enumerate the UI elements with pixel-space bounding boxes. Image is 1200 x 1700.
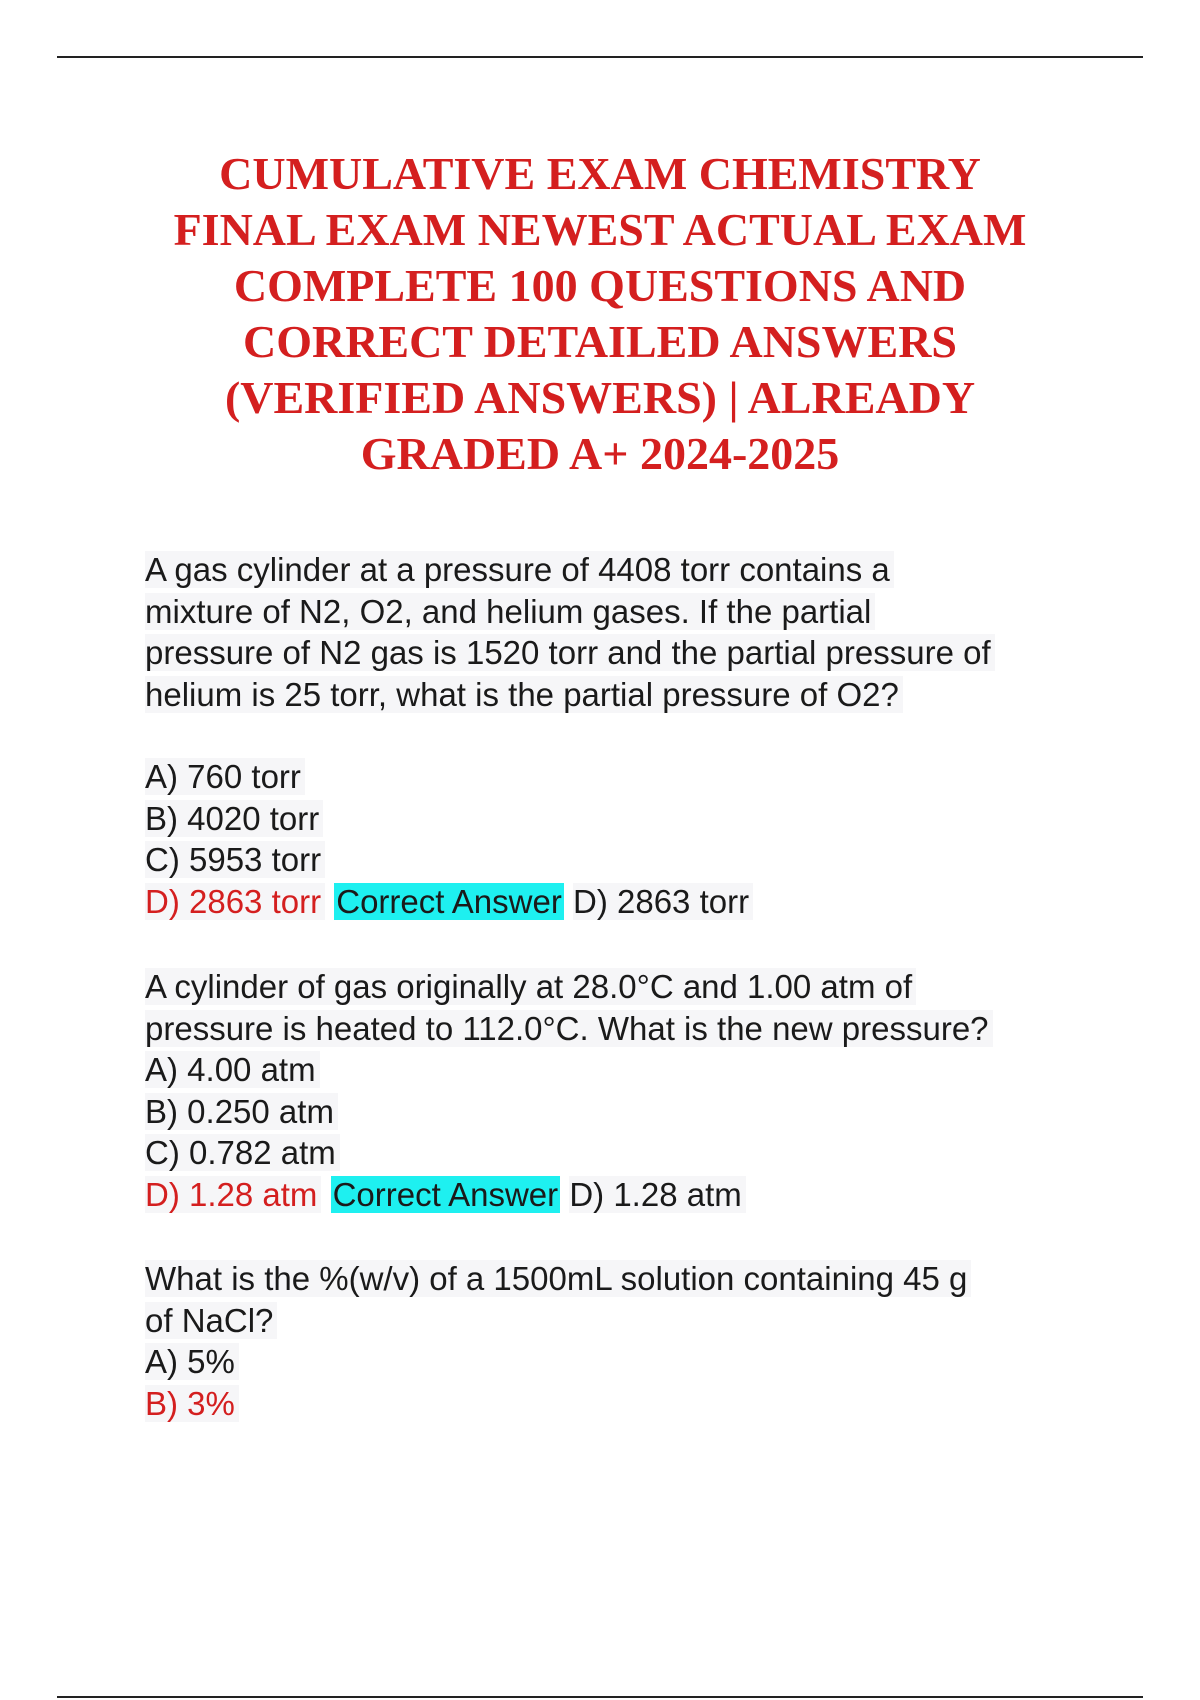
question-text-line: What is the %(w/v) of a 1500mL solution containing 45 g xyxy=(145,1260,971,1297)
title-line: FINAL EXAM NEWEST ACTUAL EXAM xyxy=(173,204,1027,255)
title-line: CUMULATIVE EXAM CHEMISTRY xyxy=(219,148,981,199)
question-3 xyxy=(145,1258,1080,1424)
answer-text: D) 2863 torr xyxy=(573,883,753,920)
title-line: (VERIFIED ANSWERS) | ALREADY xyxy=(224,372,976,423)
answer-option: B) 4020 torr xyxy=(145,800,323,837)
question-1 xyxy=(145,549,1080,922)
correct-answer-label: Correct Answer xyxy=(336,882,562,920)
correct-answer-line xyxy=(145,881,1080,923)
title-line: CORRECT DETAILED ANSWERS xyxy=(242,316,958,367)
question-text-line: A gas cylinder at a pressure of 4408 torr contains a xyxy=(145,551,894,588)
question-text-line: helium is 25 torr, what is the partial pressure of O2? xyxy=(145,676,903,713)
answer-option: B) 0.250 atm xyxy=(145,1093,338,1130)
answer-option: C) 0.782 atm xyxy=(145,1134,340,1171)
document-title xyxy=(100,146,1100,482)
correct-answer-line xyxy=(145,1174,1080,1216)
answer-option: A) 4.00 atm xyxy=(145,1051,320,1088)
correct-option: B) 3% xyxy=(145,1385,239,1422)
question-text-line: mixture of N2, O2, and helium gases. If the partial xyxy=(145,593,875,630)
answer-option: A) 5% xyxy=(145,1343,239,1380)
question-text-line: pressure is heated to 112.0°C. What is the new pressure? xyxy=(145,1010,993,1047)
title-line: GRADED A+ 2024-2025 xyxy=(360,428,840,479)
answer-option: A) 760 torr xyxy=(145,758,305,795)
correct-option: D) 2863 torr xyxy=(145,883,325,920)
question-text-line: pressure of N2 gas is 1520 torr and the partial pressure of xyxy=(145,634,995,671)
top-rule xyxy=(57,56,1143,58)
bottom-rule xyxy=(57,1696,1143,1698)
correct-option: D) 1.28 atm xyxy=(145,1176,321,1213)
question-text-line: A cylinder of gas originally at 28.0°C and 1.00 atm of xyxy=(145,968,916,1005)
correct-answer-label: Correct Answer xyxy=(332,1175,559,1213)
question-text-line: of NaCl? xyxy=(145,1302,277,1339)
answer-option: C) 5953 torr xyxy=(145,841,325,878)
question-2 xyxy=(145,966,1080,1215)
title-line: COMPLETE 100 QUESTIONS AND xyxy=(233,260,967,311)
answer-text: D) 1.28 atm xyxy=(569,1176,745,1213)
